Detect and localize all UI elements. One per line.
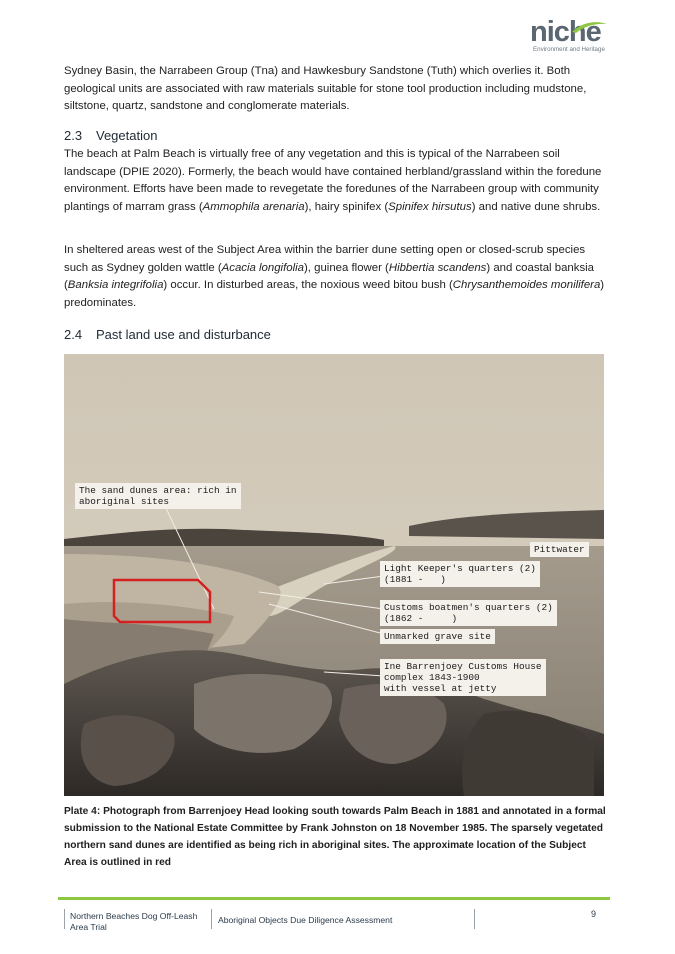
logo-wordmark: niche xyxy=(530,16,601,48)
niche-logo xyxy=(530,18,620,56)
species-name: Ammophila arenaria xyxy=(202,200,305,213)
footer-divider xyxy=(64,909,65,929)
annotation-pittwater: Pittwater xyxy=(530,542,589,557)
section-heading-past-land-use xyxy=(64,327,271,342)
annotation-sand-dunes: The sand dunes area: rich in aboriginal sites xyxy=(75,483,241,509)
species-name: Acacia longifolia xyxy=(221,261,304,274)
historical-photograph xyxy=(64,354,604,796)
footer-divider xyxy=(211,909,212,929)
logo-swoosh-icon xyxy=(570,20,608,34)
annotation-light-keeper: Light Keeper's quarters (2) (1881 - ) xyxy=(380,561,540,587)
annotation-customs-house: Ine Barrenjoey Customs House complex 1843-1900 with vessel at jetty xyxy=(380,659,546,696)
annotation-customs-boatmen: Customs boatmen's quarters (2) (1862 - ) xyxy=(380,600,557,626)
section-number: 2.4 xyxy=(64,327,83,342)
species-name: Spinifex hirsutus xyxy=(388,200,472,213)
plate-caption: Plate 4: Photograph from Barrenjoey Head looking south towards Palm Beach in 1881 and annotated in a formal submission to the National Estate Committee by Frank Johnston on 18 November 1985. The sparsely vegetated northern sand dunes are identified as being rich in aboriginal sites. The approximate location of the Subject Area is outlined in red xyxy=(64,806,606,868)
footer-rule xyxy=(58,897,610,900)
section-number: 2.3 xyxy=(64,128,83,143)
page-number: 9 xyxy=(591,909,597,919)
footer-document-name: Northern Beaches Dog Off-Leash Area Trial xyxy=(70,911,198,932)
intro-paragraph: Sydney Basin, the Narrabeen Group (Tna) and Hawkesbury Sandstone (Tuth) which overlies it. Both geological units are associated with raw materials suitable for stone tool production including mudstone, siltstone, quartz, sandstone and conglomerate materials. xyxy=(64,65,587,112)
section-title: Vegetation xyxy=(96,128,158,143)
footer-document-title: Aboriginal Objects Due Diligence Assessment xyxy=(218,915,393,925)
section-heading-vegetation xyxy=(64,128,157,143)
logo-tagline: Environment and Heritage xyxy=(533,46,605,53)
section-title: Past land use and disturbance xyxy=(96,327,271,342)
species-name: Chrysanthemoides monilifera xyxy=(452,279,601,291)
species-name: Banksia integrifolia xyxy=(67,279,164,291)
species-name: Hibbertia scandens xyxy=(388,261,487,274)
annotation-grave: Unmarked grave site xyxy=(380,629,495,644)
vegetation-paragraph-1: The beach at Palm Beach is virtually free of any vegetation and this is typical of the Narrabeen soil landscape (DPIE 2020). Formerly, the beach would have contained herbland/grassland within the foredune environment. Efforts have been made to revegetate the foredunes of the Narrabeen group with community plantings of marram grass (Ammophila arenaria), hairy spinifex (Spinifex hirsutus) and native dune shrubs. xyxy=(64,148,602,213)
vegetation-paragraph-2: In sheltered areas west of the Subject Area within the barrier dune setting open or closed-scrub species such as Sydney golden wattle (Acacia longifolia), guinea flower (Hibbertia scandens) and coastal banksia (Banksia integrifolia) occur. In disturbed areas, the noxious weed bitou bush (Chrysanthemoides monilifera) predominates. xyxy=(64,244,605,309)
footer-divider xyxy=(474,909,475,929)
